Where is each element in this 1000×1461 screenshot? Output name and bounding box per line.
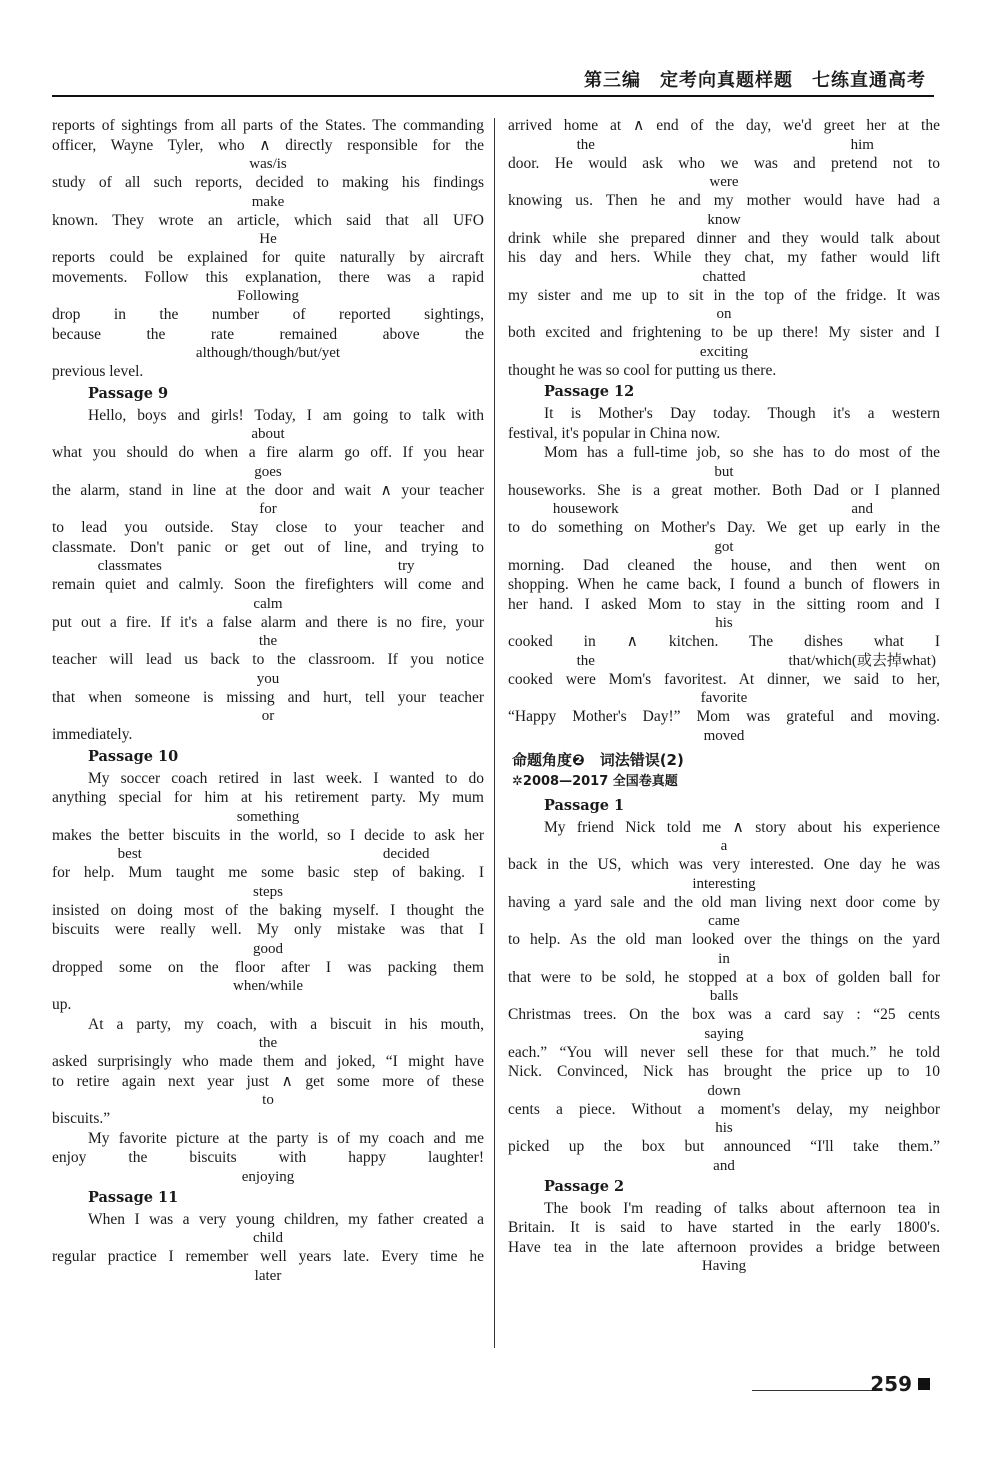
text-line: Mom has a full-time job, so she has to do most of the — [544, 444, 940, 461]
text-line: known. They wrote an article, which said that all UFO — [52, 211, 484, 229]
text-line: thought he was so cool for putting us there. — [508, 361, 777, 379]
left-column — [52, 116, 484, 1285]
correction-word: were — [709, 174, 739, 190]
header-rule — [52, 95, 934, 97]
correction-line — [508, 1119, 940, 1137]
correction-word: something — [236, 808, 300, 825]
text-line: Hello, boys and girls! Today, I am going to talk with — [88, 406, 484, 424]
correction-word: on — [716, 306, 732, 322]
correction-line — [508, 837, 940, 855]
correction-word: came — [708, 913, 740, 929]
correction-word: He — [259, 231, 277, 247]
text-line: to do something on Mother's Day. We get up early in the — [508, 519, 940, 536]
correction-word: the — [258, 1035, 278, 1051]
correction-word: child — [253, 1230, 283, 1246]
correction-word: for — [259, 501, 277, 517]
passage-heading: Passage 10 — [88, 747, 179, 765]
text-line: drink while she prepared dinner and they would talk about — [508, 229, 940, 247]
correction-line — [52, 707, 484, 725]
correction-word: the — [576, 652, 595, 669]
correction-line — [52, 557, 484, 575]
correction-word: Following — [237, 288, 299, 304]
square-mark-icon — [918, 1378, 930, 1390]
page-number: 259 — [870, 1372, 912, 1396]
column-divider — [494, 118, 495, 1348]
correction-line — [52, 155, 484, 173]
correction-word: steps — [253, 883, 283, 900]
text-line: to retire again next year just ∧ get some more of these — [52, 1072, 484, 1090]
text-line: cooked in ∧ kitchen. The dishes what I — [508, 633, 940, 650]
correction-line — [52, 193, 484, 211]
text-line: Christmas trees. On the box was a card say : “25 cents — [508, 1006, 940, 1023]
text-line: reports of sightings from all parts of the States. The commanding — [52, 117, 484, 134]
correction-word: about — [251, 426, 285, 442]
text-line: his day and hers. While they chat, my father would lift — [508, 249, 940, 266]
text-line: that when someone is missing and hurt, tell your teacher — [52, 688, 484, 706]
correction-word: was/is — [249, 156, 287, 172]
correction-word: saying — [704, 1025, 744, 1042]
text-line: anything special for him at his retirement party. My mum — [52, 789, 484, 806]
correction-word: the — [258, 633, 278, 649]
text-line: the alarm, stand in line at the door and wait ∧ your teacher — [52, 481, 484, 499]
correction-word: best — [117, 846, 142, 862]
correction-word: interesting — [692, 875, 756, 892]
correction-word: got — [714, 538, 734, 555]
correction-line — [508, 1025, 940, 1043]
correction-word: goes — [254, 463, 282, 480]
correction-word: favorite — [700, 690, 748, 706]
correction-line — [508, 614, 940, 632]
correction-line — [52, 595, 484, 613]
correction-word: moved — [703, 727, 745, 744]
correction-line — [52, 425, 484, 443]
text-line: My soccer coach retired in last week. I wanted to do — [88, 769, 484, 787]
text-line: dropped some on the floor after I was packing them — [52, 958, 484, 976]
correction-line — [52, 344, 484, 362]
correction-line — [508, 500, 940, 518]
correction-line — [52, 632, 484, 650]
text-line: Have tea in the late afternoon provides a bridge between — [508, 1238, 940, 1256]
correction-word: a — [720, 838, 728, 854]
correction-line — [508, 727, 940, 745]
correction-word: but — [714, 463, 734, 480]
text-line: shopping. When he came back, I found a bunch of flowers in — [508, 576, 940, 593]
text-line: to help. As the old man looked over the things on the yard — [508, 931, 940, 948]
section-subtitle: ✲2008—2017 全国卷真题 — [512, 774, 678, 789]
correction-word: him — [850, 136, 874, 153]
right-column — [508, 116, 940, 1275]
correction-line — [52, 940, 484, 958]
text-line: that were to be sold, he stopped at a box of golden ball for — [508, 968, 940, 986]
correction-line — [52, 500, 484, 518]
text-line: movements. Follow this explanation, there was a rapid — [52, 268, 484, 286]
text-line: both excited and frightening to be up there! My sister and I — [508, 324, 940, 341]
section-title: 命题角度❷ 词法错误(2) — [512, 750, 684, 769]
text-line: to lead you outside. Stay close to your teacher and — [52, 519, 484, 536]
correction-word: decided — [382, 846, 430, 862]
correction-line — [508, 538, 940, 556]
correction-line — [508, 305, 940, 323]
passage-heading: Passage 11 — [88, 1188, 179, 1206]
correction-word: try — [397, 558, 415, 574]
text-line: cents a piece. Without a moment's delay, my neighbor — [508, 1100, 940, 1118]
text-line: makes the better biscuits in the world, so I decide to ask her — [52, 826, 484, 844]
correction-line — [508, 987, 940, 1005]
header-title: 第三编 定考向真题样题 七练直通高考 — [584, 70, 926, 91]
text-line: immediately. — [52, 726, 133, 743]
text-line: morning. Dad cleaned the house, and then went on — [508, 556, 940, 574]
text-line: back in the US, which was very interested. One day he was — [508, 856, 940, 873]
text-line: up. — [52, 996, 72, 1013]
correction-word: when/while — [233, 978, 303, 994]
text-line: enjoy the biscuits with happy laughter! — [52, 1149, 484, 1166]
correction-word: the — [576, 136, 595, 153]
text-line: for help. Mum taught me some basic step of baking. I — [52, 864, 484, 881]
text-line: Britain. It is said to have started in the early 1800's. — [508, 1219, 940, 1236]
text-line: biscuits were really well. My only mistake was that I — [52, 921, 484, 938]
passage-heading: Passage 2 — [544, 1177, 625, 1195]
correction-word: know — [707, 211, 741, 228]
text-line: each.” “You will never sell these for that much.” he told — [508, 1043, 940, 1061]
correction-line — [52, 977, 484, 995]
correction-line — [508, 463, 940, 481]
text-line: biscuits.” — [52, 1110, 111, 1127]
text-line: The book I'm reading of talks about afternoon tea in — [544, 1199, 940, 1217]
correction-line — [508, 1257, 940, 1275]
correction-line — [52, 1267, 484, 1285]
correction-line — [52, 287, 484, 305]
correction-line — [52, 845, 484, 863]
text-line: teacher will lead us back to the classroom. If you notice — [52, 651, 484, 668]
text-line: reports could be explained for quite naturally by aircraft — [52, 249, 484, 266]
footer-rule — [752, 1390, 876, 1391]
text-line: arrived home at ∧ end of the day, we'd greet her at the — [508, 117, 940, 134]
correction-line — [508, 652, 940, 670]
correction-word: you — [256, 670, 280, 687]
correction-word: housework — [552, 501, 619, 517]
correction-line — [52, 808, 484, 826]
text-line: “Happy Mother's Day!” Mom was grateful and moving. — [508, 708, 940, 725]
correction-line — [52, 1168, 484, 1186]
text-line: houseworks. She is a great mother. Both Dad or I planned — [508, 481, 940, 499]
text-line: her hand. I asked Mom to stay in the sitting room and I — [508, 595, 940, 613]
text-line: My favorite picture at the party is of my coach and me — [88, 1129, 484, 1147]
correction-word: that/which(或去掉what) — [788, 652, 936, 669]
correction-line — [508, 1082, 940, 1100]
text-line: cooked were Mom's favoritest. At dinner, we said to her, — [508, 670, 940, 688]
text-line: having a yard sale and the old man living next door come by — [508, 893, 940, 911]
text-line: Nick. Convinced, Nick has brought the price up to 10 — [508, 1063, 940, 1080]
passage-heading: Passage 9 — [88, 384, 169, 402]
correction-word: balls — [709, 988, 739, 1004]
correction-word: in — [718, 950, 730, 967]
text-line: drop in the number of reported sightings, — [52, 306, 484, 323]
correction-word: down — [707, 1082, 741, 1099]
page-number-block — [870, 1372, 930, 1396]
correction-word: although/though/but/yet — [195, 345, 341, 361]
correction-word: calm — [253, 595, 283, 612]
text-line: knowing us. Then he and my mother would have had a — [508, 192, 940, 209]
text-line: When I was a very young children, my father created a — [88, 1210, 484, 1228]
correction-line — [52, 1229, 484, 1247]
correction-line — [52, 463, 484, 481]
text-line: because the rate remained above the — [52, 325, 484, 343]
text-line: study of all such reports, decided to making his findings — [52, 174, 484, 191]
text-line: It is Mother's Day today. Though it's a western — [544, 405, 940, 422]
correction-line — [508, 950, 940, 968]
correction-line — [52, 670, 484, 688]
passage-heading: Passage 12 — [544, 383, 635, 400]
correction-line — [508, 173, 940, 191]
correction-word: his — [715, 1120, 733, 1136]
correction-line — [52, 230, 484, 248]
correction-word: or — [261, 708, 275, 724]
correction-line — [508, 689, 940, 707]
correction-line — [52, 1034, 484, 1052]
text-line: insisted on doing most of the baking myself. I thought the — [52, 901, 484, 919]
correction-word: later — [254, 1267, 282, 1284]
correction-line — [508, 211, 940, 229]
text-line: festival, it's popular in China now. — [508, 424, 721, 442]
text-line: put out a fire. If it's a false alarm and there is no fire, your — [52, 613, 484, 631]
correction-word: and — [851, 501, 874, 517]
text-line: door. He would ask who we was and pretend not to — [508, 154, 940, 172]
correction-line — [508, 268, 940, 286]
correction-line — [508, 875, 940, 893]
text-line: picked up the box but announced “I'll take them.” — [508, 1138, 940, 1155]
passage-heading: Passage 1 — [544, 796, 625, 814]
correction-word: Having — [701, 1258, 747, 1274]
correction-word: enjoying — [241, 1168, 295, 1185]
correction-word: good — [253, 940, 283, 957]
correction-line — [52, 883, 484, 901]
correction-word: exciting — [699, 343, 749, 360]
text-line: My friend Nick told me ∧ story about his experience — [544, 818, 940, 836]
correction-word: chatted — [702, 268, 746, 285]
correction-line — [508, 1157, 940, 1175]
text-line: remain quiet and calmly. Soon the firefighters will come and — [52, 576, 484, 593]
text-line: what you should do when a fire alarm go off. If you hear — [52, 444, 484, 461]
correction-word: his — [715, 615, 733, 631]
text-line: previous level. — [52, 363, 144, 380]
correction-word: make — [251, 193, 285, 210]
correction-word: to — [262, 1092, 274, 1108]
text-line: At a party, my coach, with a biscuit in his mouth, — [88, 1015, 484, 1033]
text-line: officer, Wayne Tyler, who ∧ directly responsible for the — [52, 136, 484, 154]
correction-word: and — [713, 1157, 735, 1174]
text-line: asked surprisingly who made them and joked, “I might have — [52, 1053, 484, 1070]
text-line: my sister and me up to sit in the top of the fridge. It was — [508, 286, 940, 304]
correction-line — [52, 1091, 484, 1109]
text-line: regular practice I remember well years late. Every time he — [52, 1248, 484, 1265]
correction-line — [508, 912, 940, 930]
correction-line — [508, 343, 940, 361]
correction-word: classmates — [97, 558, 162, 574]
text-line: classmate. Don't panic or get out of line, and trying to — [52, 538, 484, 556]
correction-line — [508, 136, 940, 154]
